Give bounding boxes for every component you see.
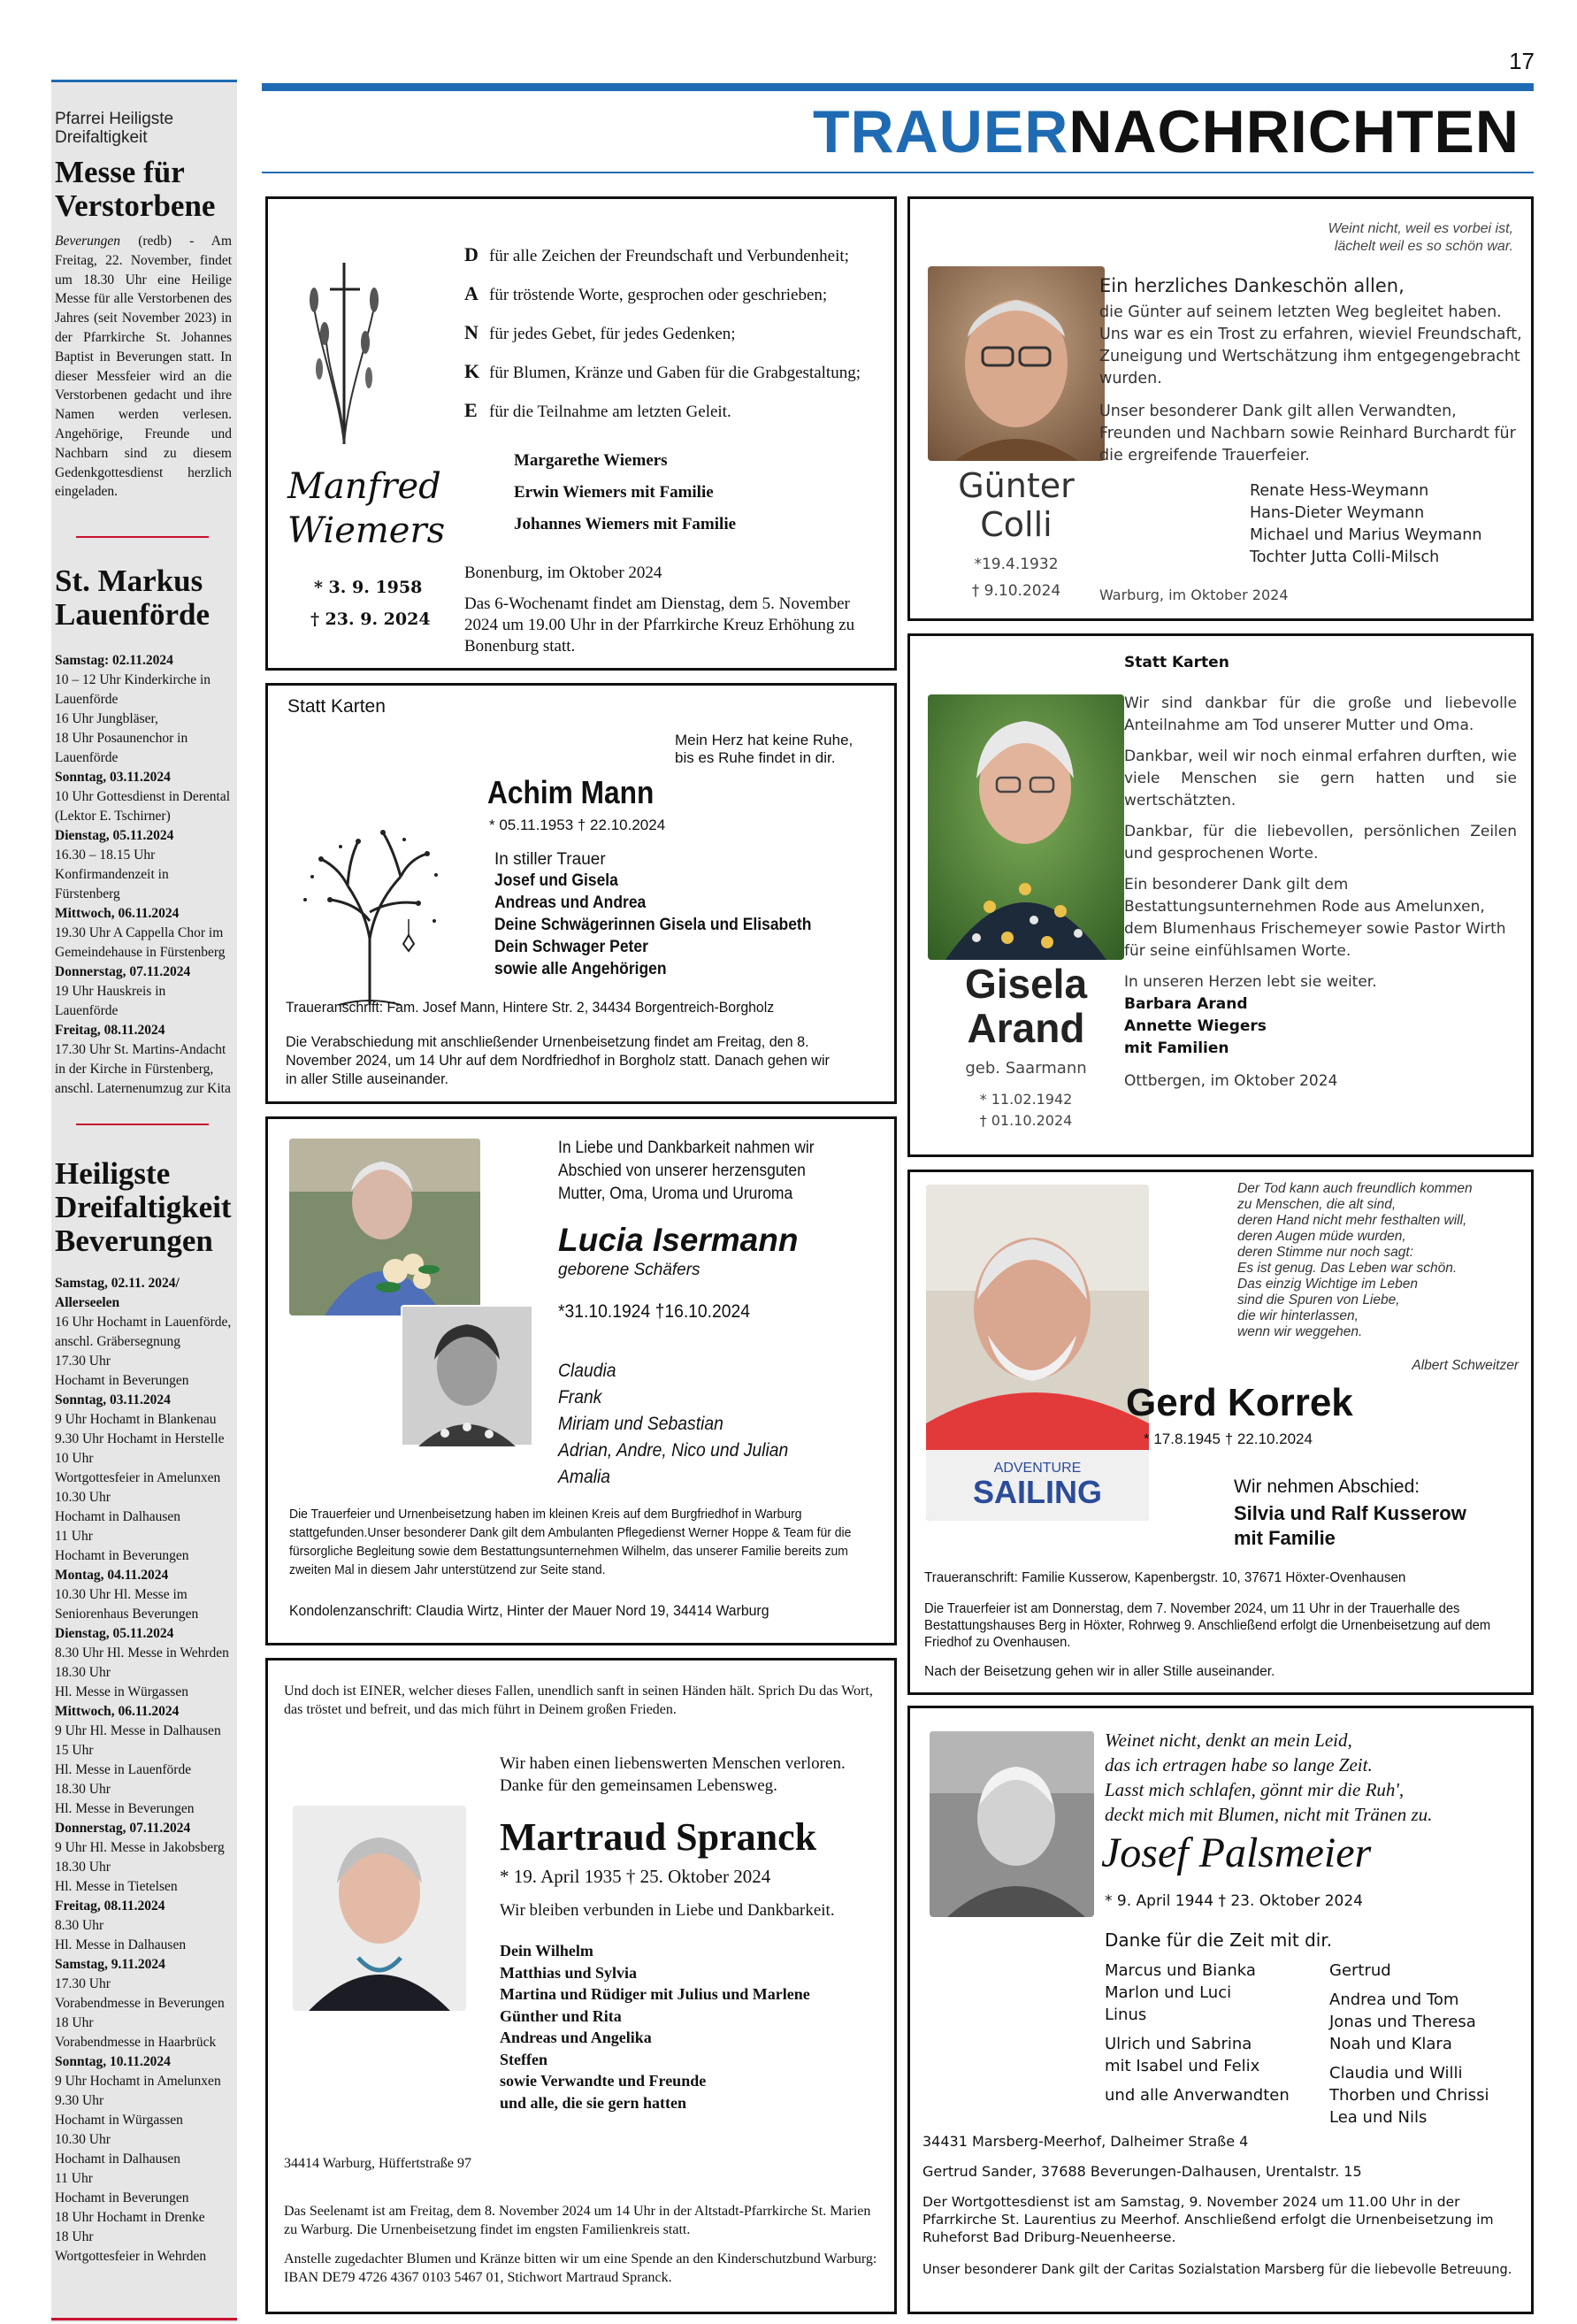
family-member: Deine Schwägerinnen Gisela und Elisabeth	[494, 916, 812, 934]
arand-text	[1124, 693, 1517, 1093]
notice-2: Unser besonderer Dank gilt der Caritas Sozialstation Marsberg für die liebevolle Betreuung.	[922, 2261, 1512, 2277]
schedule-line: Mittwoch, 06.11.2024	[55, 906, 180, 921]
address: 34414 Warburg, Hüffertstraße 97	[284, 2156, 471, 2171]
notice: Die Verabschiedung mit anschließender Urnenbeisetzung findet am Freitag, den 8. November 2024, um 14 Uhr auf dem Nordfriedhof in Borgholz statt. Danach gehen wir in aller Stille auseinander.	[286, 1033, 830, 1087]
schedule-line: 18 Uhr Hochamt in Drenke	[55, 2210, 205, 2225]
section-title-suffix: NACHRICHTEN	[1068, 98, 1520, 165]
schedule-line: 19.30 Uhr A Cappella Chor im Gemeindehause in Fürstenberg	[55, 925, 226, 960]
schedule-line: Freitag, 08.11.2024	[55, 1898, 165, 1914]
acrostic-text: für Blumen, Kränze und Gaben für die Grabgestaltung;	[489, 364, 861, 382]
schedule-line: 10.30 Uhr	[55, 2132, 111, 2147]
schedule-line: 16 Uhr Jungbläser,	[55, 711, 158, 726]
sidebar-top-rule	[51, 80, 237, 82]
schedule-line: Hochamt in Beverungen	[55, 2190, 189, 2205]
obituary-mann	[265, 683, 897, 1104]
schedule-line: 9 Uhr Hochamt in Amelunxen	[55, 2074, 221, 2089]
schedule-line: Sonntag, 03.11.2024	[55, 1392, 171, 1407]
schedule-line: Dienstag, 05.11.2024	[55, 828, 174, 843]
family-member: Adrian, Andre, Nico und Julian	[558, 1440, 789, 1461]
birth-date: * 11.02.1942	[979, 1091, 1073, 1108]
mourning-intro: Wir nehmen Abschied:	[1234, 1476, 1420, 1497]
address: Kondolenzanschrift: Claudia Wirtz, Hinter der Mauer Nord 19, 34414 Warburg	[289, 1602, 769, 1619]
paragraph: Wir sind dankbar für die große und liebevolle Anteilnahme am Tod unserer Mutter und Oma.	[1124, 694, 1517, 734]
sidebar-heading-dreifaltigkeit: Heiligste Dreifaltigkeit Beverungen	[55, 1156, 232, 1258]
family-list	[558, 1358, 788, 1491]
family-member: Amalia	[558, 1467, 611, 1487]
headline: Ein herzliches Dankeschön allen,	[1099, 275, 1405, 296]
schedule-line: Hl. Messe in Tietelsen	[55, 1879, 178, 1894]
schedule-line: Sonntag, 10.11.2024	[55, 2054, 171, 2069]
page-number: 17	[1509, 48, 1535, 74]
schedule-line: 16.30 – 18.15 Uhr Konfirmandenzeit in Fürstenberg	[55, 848, 169, 901]
deceased-name: Achim Mann	[487, 774, 655, 810]
family-member: Martina und Rüdiger mit Julius und Marlene	[500, 1985, 810, 2003]
schedule-line: 10 Uhr	[55, 1451, 94, 1466]
quote-line: Der Tod kann auch freundlich kommen	[1237, 1181, 1473, 1196]
body-text: Unser besonderer Dank gilt allen Verwandten, Freunden und Nachbarn sowie Reinhard Burchardt für die ergreifende Trauerfeier.	[1099, 403, 1516, 464]
life-dates	[928, 551, 1105, 604]
schedule-line: 9 Uhr Hochamt in Blankenau	[55, 1412, 217, 1427]
family-list	[1124, 993, 1517, 1060]
notice-2: Anstelle zugedachter Blumen und Kränze bitten wir um eine Spende an den Kinderschutzbund Warburg: IBAN DE79 4726 4367 0103 5467 01, Stichwort Martraud Spranck.	[284, 2251, 877, 2285]
family-member: Claudia	[558, 1361, 616, 1381]
birth-date: *19.4.1932	[974, 556, 1059, 573]
quote-line: Lasst mich schlafen, gönnt mir die Ruh',	[1105, 1779, 1405, 1800]
section-header	[262, 99, 1534, 165]
family-member: Günther und Rita	[500, 2006, 622, 2025]
portrait-photo	[928, 266, 1105, 461]
family-member: Ulrich und Sabrina	[1105, 2035, 1252, 2053]
schedule-line: Hl. Messe in Würgassen	[55, 1684, 188, 1699]
article-body: (redb) - Am Freitag, 22. November, findet um 18.30 Uhr eine Heilige Messe für alle Verstorbenen des Jahres (seit November 2023) in der Pfarrkirche St. Johannes Baptist in Beverungen statt. In dieser Messfeier wird an die Verstorbenen gedacht und ihre Namen werden verlesen. Angehörige, Freunde und Nachbarn sind zu diesem Gedenkgottesdienst herzlich eingeladen.	[55, 234, 232, 500]
schedule-line: 11 Uhr	[55, 1529, 93, 1544]
quote-line: Es ist genug. Das Leben war schön.	[1237, 1261, 1458, 1276]
name-last: Arand	[967, 1005, 1085, 1051]
acrostic-letter: E	[464, 399, 478, 421]
deceased-name	[928, 962, 1124, 1050]
schedule-line: Dienstag, 05.11.2024	[55, 1626, 174, 1641]
obituary-colli	[907, 196, 1534, 621]
acrostic-text: für die Teilnahme am letzten Geleit.	[489, 403, 731, 421]
family-member: sowie alle Angehörigen	[494, 960, 667, 978]
paragraph: Dankbar, weil wir noch einmal erfahren durften, wie viele Menschen sie gern hatten und sie wertschätzten.	[1124, 748, 1517, 809]
acrostic-row	[464, 392, 889, 431]
life-dates: * 05.11.1953 † 22.10.2024	[489, 817, 666, 833]
family-list	[514, 445, 736, 541]
acrostic-row	[464, 236, 889, 275]
schedule-line: 18 Uhr	[55, 2015, 94, 2030]
mourning-intro: In Liebe und Dankbarkeit nahmen wir Abschied von unserer herzensguten Mutter, Oma, Uroma und Ururoma	[558, 1139, 815, 1203]
schedule-line: Donnerstag, 07.11.2024	[55, 1821, 191, 1836]
sidebar-heading-markus: St. Markus Lauenförde	[55, 564, 210, 632]
life-dates: * 17.8.1945 † 22.10.2024	[1144, 1430, 1313, 1447]
quote-line: das ich ertragen habe so lange Zeit.	[1105, 1754, 1373, 1776]
address: Traueranschrift: Familie Kusserow, Kapenbergstr. 10, 37671 Höxter-Ovenhausen	[924, 1570, 1406, 1585]
paragraph: Ein besonderer Dank gilt dem Bestattungsunternehmen Rode aus Amelunxen, dem Blumenhaus Frischemeyer sowie Pastor Wirth für seine einfühlsamen Worte.	[1124, 876, 1506, 960]
notice-2: Nach der Beisetzung gehen wir in aller Stille auseinander.	[924, 1664, 1275, 1679]
name-first: Gisela	[964, 961, 1088, 1007]
paragraph: Dankbar, für die liebevollen, persönlichen Zeilen und gesprochenen Worte.	[1124, 823, 1517, 863]
sidebar-schedule-dreifaltigkeit	[55, 1274, 232, 2266]
obituary-wiemers	[265, 196, 897, 671]
schedule-line: Donnerstag, 07.11.2024	[55, 964, 191, 979]
acrostic-row	[464, 353, 889, 392]
acrostic-text: für tröstende Worte, gesprochen oder geschrieben;	[489, 286, 828, 304]
death-date: † 23. 9. 2024	[310, 610, 431, 629]
schedule-line: Hochamt in Beverungen	[55, 1373, 189, 1388]
sidebar-bottom-rule	[51, 2318, 237, 2320]
sidebar-divider	[76, 1124, 209, 1125]
family-member: Andreas und Angelika	[500, 2029, 652, 2046]
death-date: † 9.10.2024	[971, 582, 1061, 600]
sidebar-schedule-markus	[55, 651, 232, 1099]
schedule-line: 9.30 Uhr Hochamt in Herstelle	[55, 1431, 225, 1446]
portrait-photo	[928, 694, 1124, 960]
maiden-name: geborene Schäfers	[558, 1261, 700, 1279]
memorial-line: Wir bleiben verbunden in Liebe und Dankbarkeit.	[500, 1901, 835, 1920]
shirt-text-large: SAILING	[972, 1474, 1103, 1510]
acrostic-text: für alle Zeichen der Freundschaft und Verbundenheit;	[489, 247, 849, 265]
acrostic-text: für jedes Gebet, für jedes Gedenken;	[489, 325, 736, 343]
obituary-arand	[907, 633, 1534, 1157]
schedule-line: 8.30 Uhr	[55, 1918, 104, 1933]
quote-line: bis es Ruhe findet in dir.	[675, 749, 836, 766]
birth-date: * 3. 9. 1958	[314, 578, 423, 597]
schedule-line: 19 Uhr Hauskreis in Lauenförde	[55, 984, 166, 1018]
family-list	[500, 1940, 810, 2113]
place-date: Bonenburg, im Oktober 2024	[464, 564, 662, 582]
statt-karten: Statt Karten	[287, 696, 386, 717]
schedule-line: 10.30 Uhr Hl. Messe im Seniorenhaus Beverungen	[55, 1587, 199, 1622]
notice: Die Trauerfeier ist am Donnerstag, dem 7. November 2024, um 11 Uhr in der Trauerhalle des Bestattungshauses Berg in Höxter, Rohrweg 9. Anschließend erfolgt die Urnenbeisetzung auf dem Friedhof zu Ovenhausen.	[924, 1601, 1491, 1650]
deceased-name: Josef Palsmeier	[1101, 1829, 1372, 1876]
life-dates: * 9. April 1944 † 23. Oktober 2024	[1105, 1892, 1363, 1910]
danke-acrostic	[464, 236, 889, 431]
life-dates: * 19. April 1935 † 25. Oktober 2024	[500, 1866, 771, 1887]
family-member: mit Familie	[1234, 1527, 1336, 1549]
family-member: Barbara Arand	[1124, 995, 1248, 1013]
family-member: Jonas und Theresa	[1329, 2013, 1476, 2031]
quote-line: Weint nicht, weil es vorbei ist,	[1328, 221, 1513, 236]
obituary-spranck	[265, 1658, 897, 2314]
name-last: Colli	[980, 505, 1053, 544]
schedule-line: 10 Uhr Gottesdienst in Derental (Lektor E. Tschirner)	[55, 789, 231, 824]
family-column-1	[1105, 1960, 1290, 2106]
sidebar-divider	[76, 536, 209, 538]
sidebar-article-messe	[55, 232, 232, 502]
schedule-line: 17.30 Uhr	[55, 1976, 111, 1991]
body-text: die Günter auf seinem letzten Weg begleitet haben. Uns war es ein Trost zu erfahren, wieviel Freundschaft, Zuneigung und Wertschätzung ihm entgegengebracht wurden.	[1099, 303, 1522, 387]
schedule-line: Hl. Messe in Dalhausen	[55, 1937, 187, 1952]
life-dates	[928, 1089, 1124, 1131]
quote-line: deren Augen müde wurden,	[1237, 1229, 1406, 1244]
quote: Und doch ist EINER, welcher dieses Fallen, unendlich sanft in seinen Händen hält. Sprich Du das Wort, das tröstet und befreit, und das mich führt in Deinem großen Frieden.	[284, 1684, 873, 1717]
schedule-line: 9 Uhr Hl. Messe in Dalhausen	[55, 1723, 221, 1738]
quote-line: Weinet nicht, denkt an mein Leid,	[1105, 1730, 1352, 1751]
family-member: Hans-Dieter Weymann	[1250, 504, 1425, 522]
deceased-name	[287, 464, 464, 553]
family-member: Matthias und Sylvia	[500, 1963, 638, 1982]
acrostic-row	[464, 314, 889, 353]
schedule-line: Sonntag, 03.11.2024	[55, 770, 171, 785]
quote-author: Albert Schweitzer	[1412, 1358, 1519, 1373]
schedule-line: Samstag, 9.11.2024	[55, 1957, 165, 1972]
family-member: Marcus und Bianka	[1105, 1961, 1256, 1980]
tree-icon	[295, 815, 445, 1009]
address: 34431 Marsberg-Meerhof, Dalheimer Straße 4	[922, 2133, 1249, 2150]
family-member: mit Isabel und Felix	[1105, 2057, 1260, 2075]
schedule-line: 8.30 Uhr Hl. Messe in Wehrden	[55, 1645, 229, 1661]
sidebar	[51, 80, 237, 2322]
article-lead: Beverungen	[55, 234, 121, 249]
schedule-line: Hochamt in Dalhausen	[55, 1509, 181, 1524]
family-member: Linus	[1105, 2006, 1147, 2024]
quote-line: sind die Spuren von Liebe,	[1237, 1292, 1400, 1308]
schedule-line: Vorabendmesse in Haarbrück	[55, 2035, 217, 2050]
quote-line: deren Hand nicht mehr festhalten will,	[1237, 1213, 1467, 1228]
family-member: Erwin Wiemers mit Familie	[514, 483, 714, 502]
deceased-name: Martraud Spranck	[500, 1815, 817, 1859]
notice: Der Wortgottesdienst ist am Samstag, 9. November 2024 um 11.00 Uhr in der Pfarrkirche St. Laurentius zu Meerhof. Anschließend erfolgt die Urnenbeisetzung im Ruheforst Bad Driburg-Neuenheerse.	[922, 2194, 1494, 2245]
name-first: Manfred	[287, 466, 441, 507]
schedule-line: 17.30 Uhr	[55, 1354, 111, 1369]
acrostic-letter: K	[464, 360, 480, 382]
obituary-palsmeier	[907, 1706, 1534, 2314]
quote-line: wenn wir weggehen.	[1237, 1324, 1363, 1339]
family-member: sowie Verwandte und Freunde	[500, 2072, 707, 2090]
life-dates: *31.10.1924 †16.10.2024	[558, 1301, 751, 1322]
family-member: Miriam und Sebastian	[558, 1414, 723, 1434]
quote-line: Mein Herz hat keine Ruhe,	[675, 732, 854, 748]
family-member: Andrea und Tom	[1329, 1990, 1459, 2009]
notice: Das Seelenamt ist am Freitag, dem 8. November 2024 um 14 Uhr in der Altstadt-Pfarrkirche St. Marien zu Warburg. Die Urnenbeisetzung findet im engsten Familienkreis statt.	[284, 2204, 871, 2237]
section-title	[813, 99, 1520, 165]
mourning-intro: Wir haben einen liebenswerten Menschen verloren. Danke für den gemeinsamen Lebensweg.	[500, 1754, 846, 1795]
family-member: Andreas und Andrea	[494, 894, 647, 912]
portrait-photo	[293, 1806, 466, 2011]
wheat-cross-icon	[303, 245, 383, 449]
schedule-line: 18 Uhr	[55, 2229, 94, 2244]
portrait-photo-bw	[401, 1305, 533, 1446]
family-list	[494, 870, 811, 980]
schedule-line: 9.30 Uhr	[55, 2093, 104, 2108]
sidebar-heading-messe: Messe für Verstorbene	[55, 155, 216, 223]
section-title-prefix: TRAUER	[813, 98, 1069, 165]
schedule-line: Wortgottesfeier in Wehrden	[55, 2249, 207, 2264]
quote	[1105, 1728, 1520, 1827]
schedule-line: 17.30 Uhr St. Martins-Andacht in der Kirche in Fürstenberg, anschl. Laternenumzug zur Kita	[55, 1042, 231, 1096]
family-member: Frank	[558, 1387, 602, 1407]
family-list	[1250, 480, 1481, 569]
schedule-line: Hochamt in Würgassen	[55, 2113, 183, 2128]
family-member: Silvia und Ralf Kusserow	[1234, 1502, 1466, 1524]
quote	[675, 732, 853, 767]
schedule-line: Freitag, 08.11.2024	[55, 1023, 165, 1038]
schedule-line: Samstag: 02.11.2024	[55, 653, 173, 668]
thanks-line: Danke für die Zeit mit dir.	[1105, 1929, 1333, 1951]
acrostic-letter: N	[464, 321, 478, 343]
family-member: Lea und Nils	[1329, 2108, 1428, 2127]
family-member: Claudia und Willi	[1329, 2064, 1463, 2082]
family-member: Michael und Marius Weymann	[1250, 526, 1482, 544]
schedule-line: Mittwoch, 06.11.2024	[55, 1704, 180, 1719]
schedule-line: Montag, 04.11.2024	[55, 1568, 169, 1583]
schedule-line: 18.30 Uhr	[55, 1782, 111, 1797]
quote-line: deckt mich mit Blumen, nicht mit Tränen zu.	[1105, 1804, 1433, 1825]
quote-line: zu Menschen, die alt sind,	[1237, 1197, 1397, 1212]
family-member: Dein Wilhelm	[500, 1942, 593, 1960]
shirt-text-small: ADVENTURE	[993, 1461, 1082, 1476]
acrostic-letter: A	[464, 282, 478, 304]
notice: Die Trauerfeier und Urnenbeisetzung haben im kleinen Kreis auf dem Burgfriedhof in Warburg stattgefunden.Unser besonderer Dank gilt dem Ambulanten Pflegedienst Werner Hoppe & Team für die fürsorgliche Begleitung sowie dem Bestattungsunternehmen Wilhelm, das unserer Familie bereits zum zweiten Mal in diesem Jahr unterstützend zur Seite stand.	[289, 1507, 852, 1577]
family-member: Gertrud	[1329, 1961, 1391, 1980]
header-rule	[262, 83, 1534, 91]
family-member: Noah und Klara	[1329, 2035, 1452, 2053]
family-member: Tochter Jutta Colli-Milsch	[1250, 548, 1440, 566]
schedule-line: Hl. Messe in Lauenförde	[55, 1762, 192, 1777]
quote	[1237, 1181, 1529, 1340]
family-member: Dein Schwager Peter	[494, 938, 648, 956]
maiden-name: geb. Saarmann	[965, 1059, 1087, 1078]
deceased-name: Gerd Korrek	[1126, 1381, 1353, 1424]
quote-line: deren Stimme nur noch sagt:	[1237, 1245, 1414, 1260]
family-member: Johannes Wiemers mit Familie	[514, 515, 737, 533]
quote	[1328, 220, 1513, 256]
name-first: Günter	[958, 466, 1075, 505]
statt-karten: Statt Karten	[1124, 654, 1229, 671]
schedule-line: 9 Uhr Hl. Messe in Jakobsberg	[55, 1840, 225, 1855]
schedule-line: 18.30 Uhr	[55, 1665, 111, 1680]
notice: Das 6-Wochenamt findet am Dienstag, dem 5. November 2024 um 19.00 Uhr in der Pfarrkirche Kreuz Erhöhung zu Bonenburg statt.	[464, 594, 855, 656]
address-2: Gertrud Sander, 37688 Beverungen-Dalhausen, Urentalstr. 15	[922, 2163, 1362, 2180]
family-member: und alle Anverwandten	[1105, 2086, 1290, 2105]
acrostic-row	[464, 275, 889, 314]
family-member: Josef und Gisela	[494, 871, 618, 890]
schedule-line: Hochamt in Beverungen	[55, 1548, 189, 1563]
obituary-isermann	[265, 1116, 897, 1645]
family-member: Renate Hess-Weymann	[1250, 482, 1429, 500]
schedule-line: 11 Uhr	[55, 2171, 93, 2186]
obituary-korrek	[907, 1170, 1534, 1695]
paragraph: In unseren Herzen lebt sie weiter.	[1124, 973, 1377, 991]
schedule-line: 10 – 12 Uhr Kinderkirche in Lauenförde	[55, 672, 211, 707]
deceased-name: Lucia Isermann	[558, 1222, 799, 1258]
portrait-photo	[930, 1731, 1094, 1917]
parish-label: Pfarrei Heiligste Dreifaltigkeit	[55, 110, 174, 147]
family-column-2	[1329, 1960, 1489, 2128]
deceased-name	[928, 466, 1105, 544]
death-date: † 01.10.2024	[979, 1112, 1073, 1129]
portrait-photo-color	[289, 1139, 480, 1315]
quote-line: Das einzig Wichtige im Leben	[1237, 1277, 1419, 1292]
mourning-intro: In stiller Trauer	[494, 850, 606, 869]
header-underline	[262, 172, 1534, 173]
family-member: Margarethe Wiemers	[514, 451, 668, 470]
schedule-line: Vorabendmesse in Beverungen	[55, 1996, 225, 2011]
schedule-line: 18 Uhr Posaunenchor in Lauenförde	[55, 731, 188, 765]
family-member: Marlon und Luci	[1105, 1983, 1232, 2002]
place-date: Ottbergen, im Oktober 2024	[1124, 1072, 1338, 1090]
family-member: mit Familien	[1124, 1039, 1229, 1057]
name-last: Wiemers	[287, 510, 446, 551]
acrostic-letter: D	[464, 243, 478, 265]
schedule-line: 10.30 Uhr	[55, 1490, 111, 1505]
address: Traueranschrift: Fam. Josef Mann, Hintere Str. 2, 34434 Borgentreich-Borgholz	[286, 999, 775, 1016]
schedule-line: 18.30 Uhr	[55, 1860, 111, 1875]
schedule-line: Hochamt in Dalhausen	[55, 2151, 181, 2167]
family-member: Annette Wiegers	[1124, 1017, 1267, 1035]
quote-line: die wir hinterlassen,	[1237, 1308, 1359, 1323]
portrait-photo	[926, 1185, 1149, 1521]
family-member: und alle, die sie gern hatten	[500, 2093, 687, 2112]
family-member: Steffen	[500, 2050, 547, 2068]
schedule-line: Samstag, 02.11. 2024/ Allerseelen	[55, 1276, 180, 1310]
schedule-line: Hl. Messe in Beverungen	[55, 1801, 195, 1816]
schedule-line: Wortgottesfeier in Amelunxen	[55, 1470, 221, 1485]
family-member: Thorben und Chrissi	[1329, 2086, 1489, 2105]
schedule-line: 16 Uhr Hochamt in Lauenförde, anschl. Gräbersegnung	[55, 1315, 232, 1349]
quote-line: lächelt weil es so schön war.	[1334, 239, 1513, 254]
schedule-line: 15 Uhr	[55, 1743, 94, 1758]
family-list	[1234, 1501, 1466, 1551]
place-date: Warburg, im Oktober 2024	[1099, 587, 1289, 603]
